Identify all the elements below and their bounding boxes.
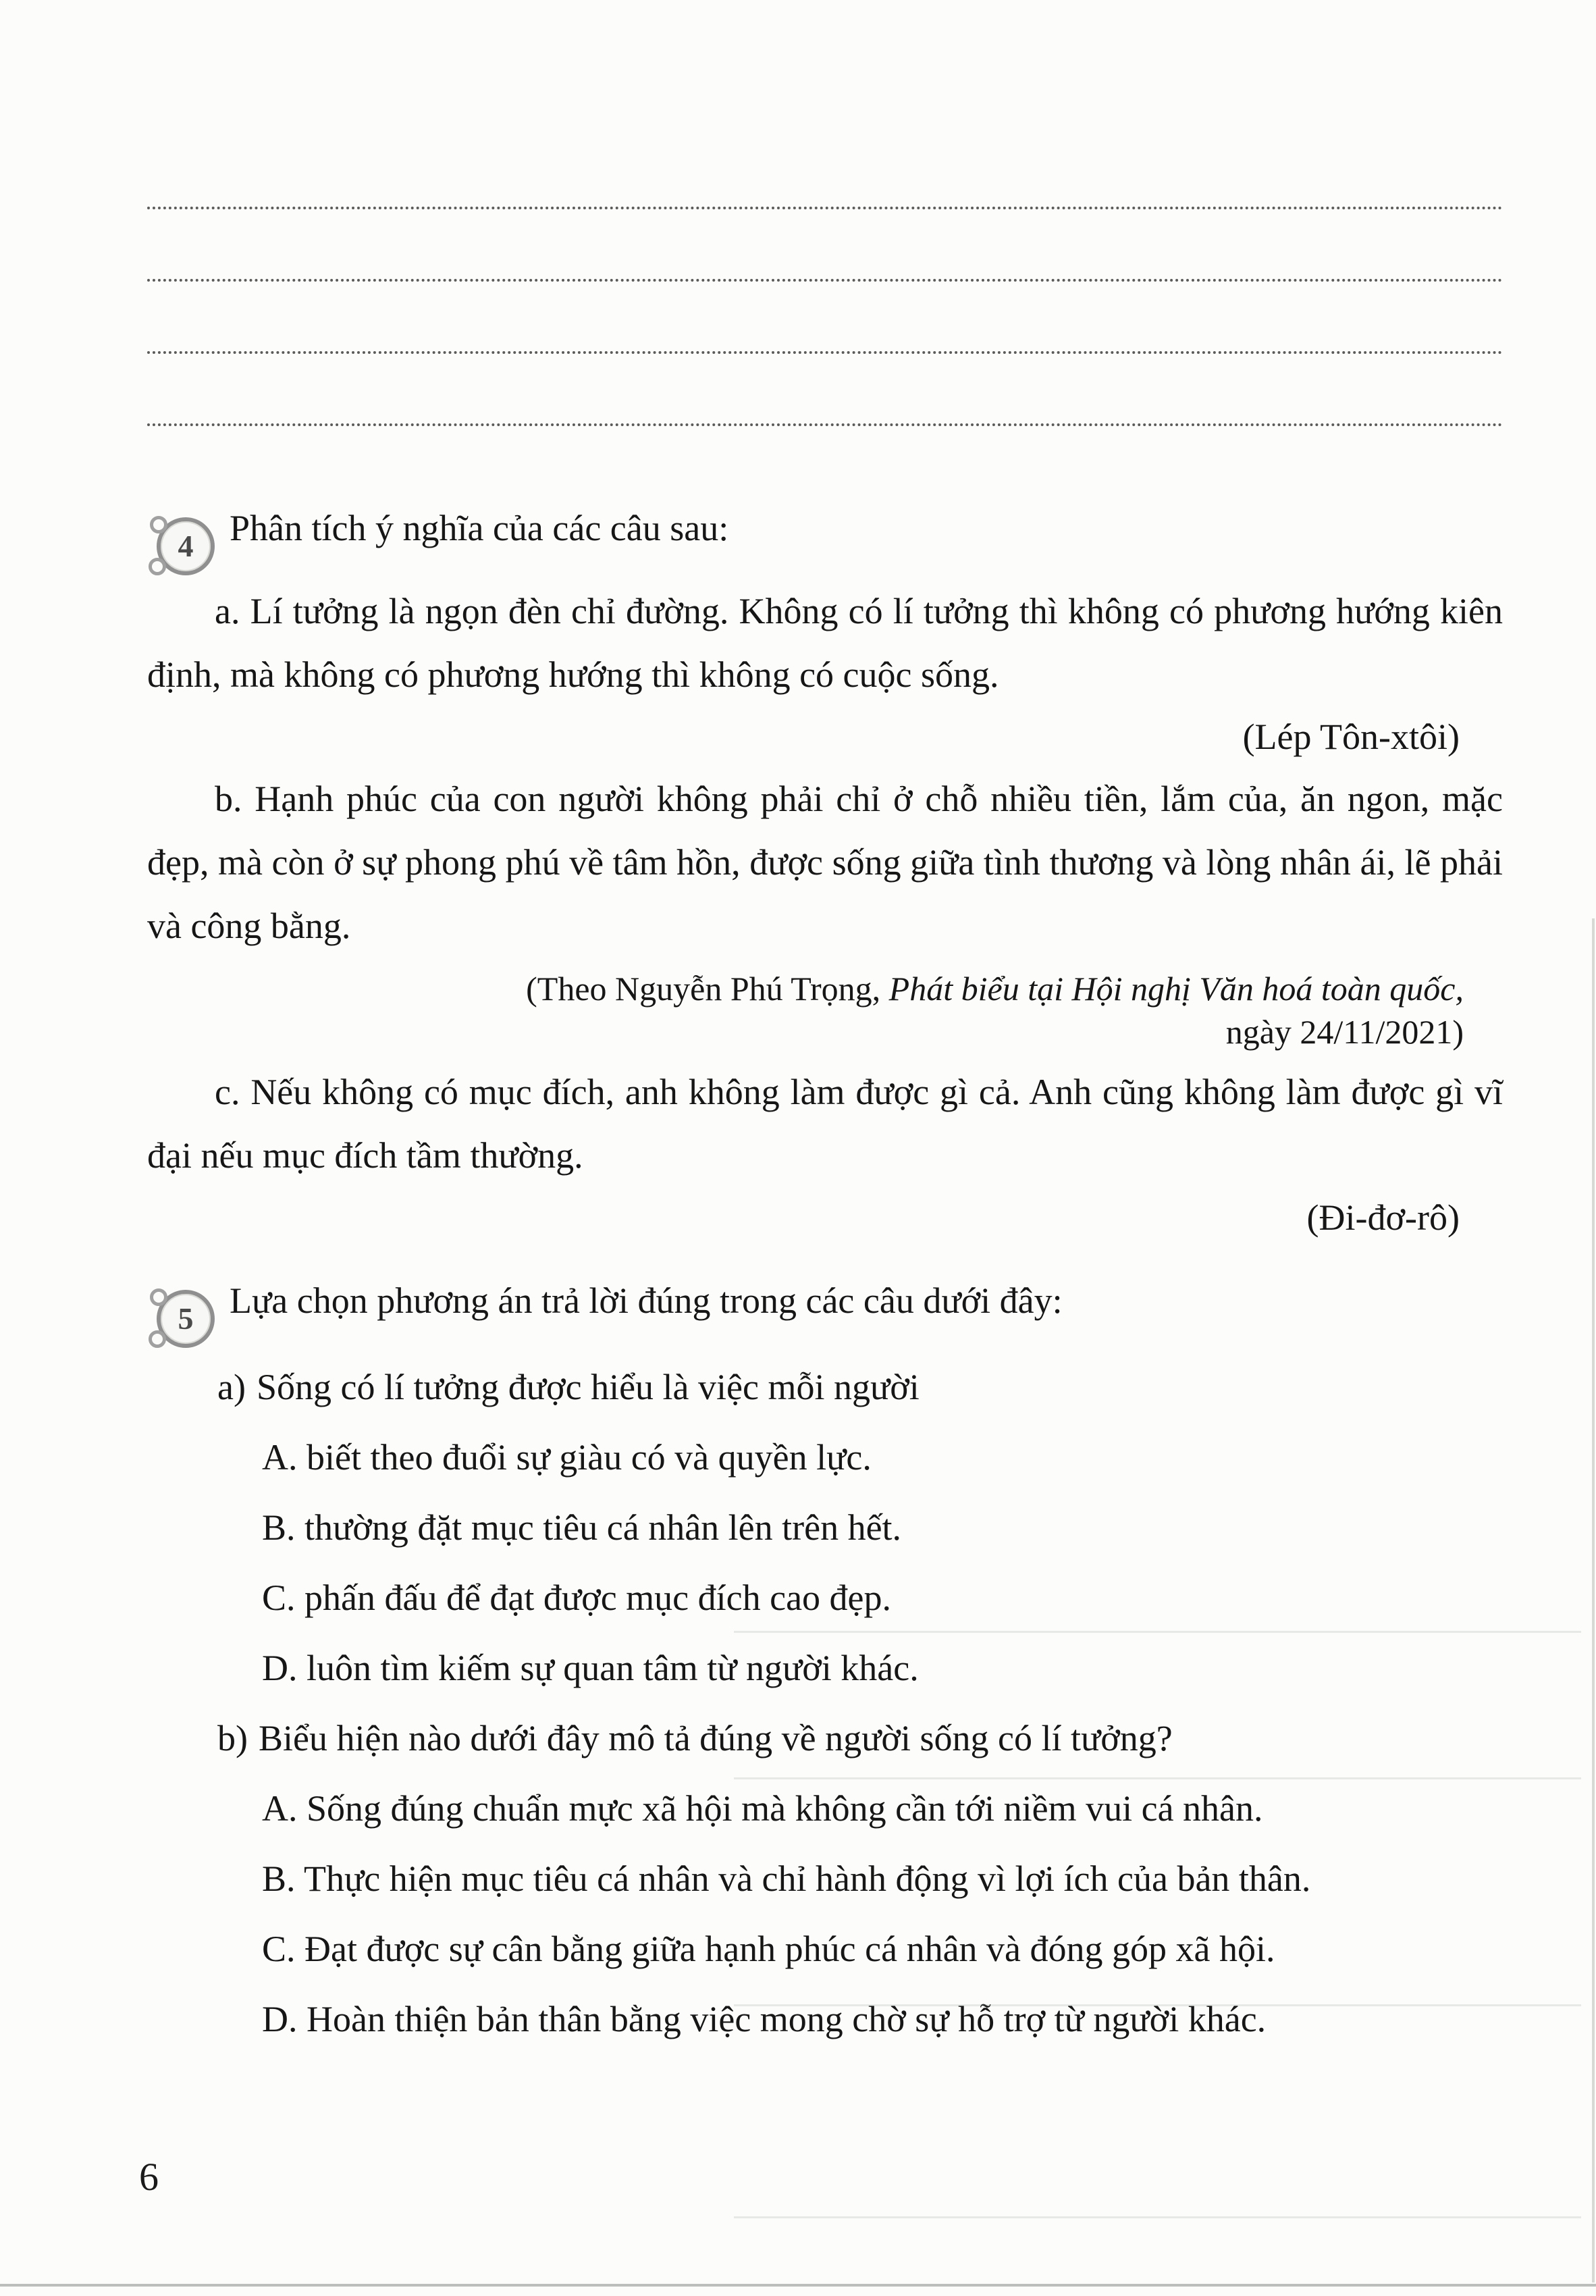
answer-option: C. phấn đấu để đạt được mục đích cao đẹp. xyxy=(262,1577,892,1618)
question-number-badge-icon xyxy=(157,1290,215,1348)
quote-paragraph-a: a. Lí tưởng là ngọn đèn chỉ đường. Không có lí tưởng thì không có phương hướng kiên định, mà không có phương hướng thì không có cuộc sống. xyxy=(147,591,1503,695)
question-number-badge-icon xyxy=(157,517,215,575)
answer-lines-block xyxy=(147,207,1503,426)
page-edge-shadow xyxy=(0,2284,1596,2287)
question-5-section xyxy=(147,1268,1503,2054)
dotted-answer-line xyxy=(147,207,1503,209)
quote-attribution-a: (Lép Tôn-xtôi) xyxy=(1242,716,1460,757)
quote-paragraph-b: b. Hạnh phúc của con người không phải chỉ ở chỗ nhiều tiền, lắm của, ăn ngon, mặc đẹp, mà còn ở sự phong phú về tâm hồn, được sống giữa tình thương và lòng nhân ái, lẽ phải và công bằng. xyxy=(147,779,1503,946)
subquestion-text: Sống có lí tưởng được hiểu là việc mỗi người xyxy=(256,1367,920,1407)
question-prompt: Phân tích ý nghĩa của các câu sau: xyxy=(230,508,729,548)
subquestion-b-line xyxy=(147,1703,1503,1773)
answer-option: D. luôn tìm kiếm sự quan tâm từ người khác. xyxy=(262,1648,919,1688)
dotted-answer-line xyxy=(147,423,1503,426)
scan-bleed-line xyxy=(734,2004,1581,2006)
dotted-answer-line xyxy=(147,279,1503,282)
page-content xyxy=(147,0,1503,2054)
question-4-header xyxy=(147,496,1503,575)
scan-bleed-line xyxy=(734,2216,1581,2218)
quote-paragraph-c: c. Nếu không có mục đích, anh không làm được gì cả. Anh cũng không làm được gì vĩ đại nếu mục đích tầm thường. xyxy=(147,1072,1503,1176)
question-4-section xyxy=(147,496,1503,1248)
attribution-date: ngày 24/11/2021) xyxy=(1225,1013,1464,1051)
answer-option: A. biết theo đuổi sự giàu có và quyền lực. xyxy=(262,1437,872,1478)
answer-option: C. Đạt được sự cân bằng giữa hạnh phúc cá nhân và đóng góp xã hội. xyxy=(262,1929,1275,1969)
question-prompt: Lựa chọn phương án trả lời đúng trong các câu dưới đây: xyxy=(230,1280,1063,1321)
badge-ring-dot-icon xyxy=(149,558,166,575)
question-number: 5 xyxy=(178,1301,194,1336)
subquestion-label: b) xyxy=(217,1718,248,1758)
page-edge-shadow xyxy=(1592,918,1595,2282)
answer-option: B. Thực hiện mục tiêu cá nhân và chỉ hành động vì lợi ích của bản thân. xyxy=(262,1858,1311,1899)
badge-ring-dot-icon xyxy=(149,1330,166,1348)
badge-ring-dot-icon xyxy=(150,516,167,533)
scan-bleed-line xyxy=(734,1777,1581,1779)
answer-option: D. Hoàn thiện bản thân bằng việc mong chờ sự hỗ trợ từ người khác. xyxy=(262,1999,1267,2039)
answer-option: B. thường đặt mục tiêu cá nhân lên trên hết. xyxy=(262,1507,902,1548)
subquestion-a-line xyxy=(147,1352,1503,1422)
attribution-author: (Theo Nguyễn Phú Trọng, xyxy=(526,970,889,1008)
attribution-work-title: Phát biểu tại Hội nghị Văn hoá toàn quốc, xyxy=(888,970,1464,1008)
subquestion-label: a) xyxy=(217,1367,246,1407)
quote-attribution-c: (Đi-đơ-rô) xyxy=(1306,1197,1460,1238)
subquestion-text: Biểu hiện nào dưới đây mô tả đúng về người sống có lí tưởng? xyxy=(258,1718,1173,1758)
badge-ring-dot-icon xyxy=(150,1288,167,1306)
scan-bleed-line xyxy=(734,1631,1581,1633)
dotted-answer-line xyxy=(147,351,1503,354)
answer-option: A. Sống đúng chuẩn mực xã hội mà không cần tới niềm vui cá nhân. xyxy=(262,1788,1263,1829)
page-number: 6 xyxy=(139,2155,159,2199)
quote-attribution-b xyxy=(147,967,1503,1053)
question-5-header xyxy=(147,1268,1503,1348)
question-number: 4 xyxy=(178,529,194,563)
